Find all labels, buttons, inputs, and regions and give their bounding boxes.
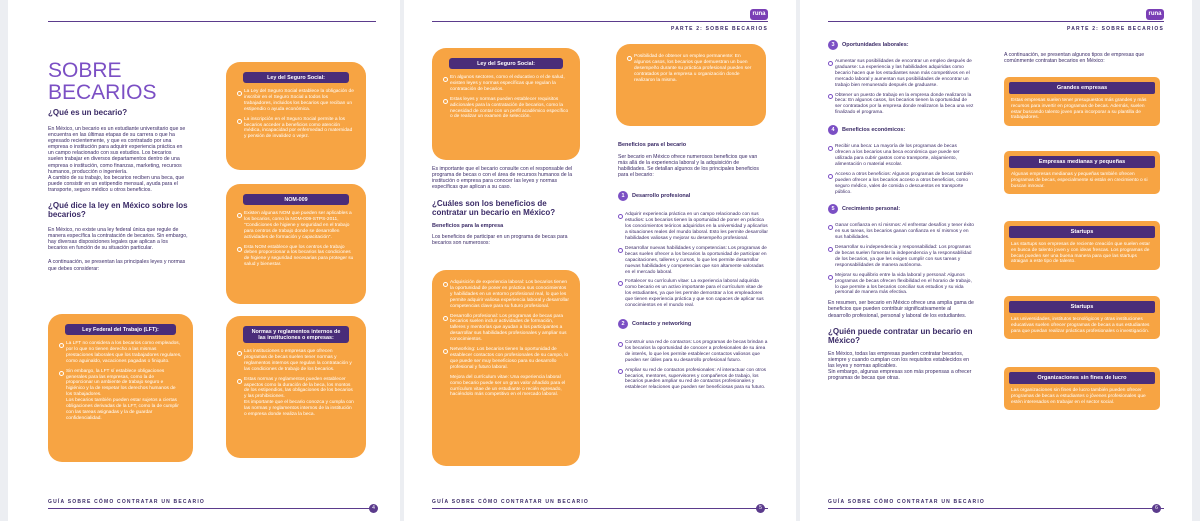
- company-text: Algunas empresas medianas y pequeñas también ofrecen programas de becas, especialmente si están en crecimiento o si buscan innovar.: [1011, 172, 1148, 189]
- number-badge: 4: [828, 125, 838, 135]
- note: Es importante que el becario consulte con el responsable del programa de becas o con el área de recursos humanos de la institución o empresa para conocer las leyes y normas específicas que aplican a su caso.: [432, 166, 573, 191]
- list-item: Las instituciones o empresas que ofrecen programas de becas suelen tener normas y reglamentos internos que regulan la contratación y las condiciones de trabajo de los becarios.: [237, 349, 355, 373]
- section-label: PARTE 2: SOBRE BECARIOS: [671, 26, 768, 32]
- left-column: [48, 108, 188, 272]
- number-badge: 5: [828, 204, 838, 214]
- list-item: Esta NOM establece que los centros de trabajo deben proporcionar a los becarios las condiciones de higiene y seguridad necesarias para proteger su salud y bienestar.: [237, 245, 355, 269]
- left-column: [432, 166, 582, 247]
- section-5-title: Crecimiento personal:: [842, 206, 901, 213]
- section-5-header: [828, 200, 974, 218]
- card-lft: [48, 314, 193, 462]
- list-item: Recibir una beca: La mayoría de los programas de becas ofrecen a los becarios una beca económica que puede ser utilizada para cubrir gastos como transporte, alojamiento, alimentación o material escolar.: [828, 144, 974, 168]
- list-item: La inscripción en el Seguro Social permite a los becarios acceder a beneficios como atención médica, incapacidad por enfermedad o maternidad y pensión de invalidez o vejez.: [237, 117, 355, 141]
- section-1-title: Desarrollo profesional: [632, 193, 691, 200]
- company-title: Startups: [1009, 301, 1155, 313]
- number-badge: 2: [618, 319, 628, 329]
- list-item: Construir una red de contactos: Los programas de becas brindan a los becarios la oportunidad de conocer a profesionales de su área de interés, lo que les permite establecer contactos valiosos que pueden ser útiles para su desarrollo profesional futuro.: [618, 340, 768, 364]
- footer-rule: [432, 508, 768, 509]
- footer-text: GUÍA SOBRE CÓMO CONTRATAR UN BECARIO: [828, 499, 985, 505]
- card-seguro-social-2: [432, 48, 580, 160]
- card-lft-title: Ley Federal del Trabajo (LFT):: [65, 324, 176, 335]
- company-card: [1004, 77, 1160, 126]
- list-item: Ganar confianza en sí mismos: Al enfrentar desafíos y tener éxito en sus tareas, los becarios ganan confianza en sí mismos y en sus habilidades.: [828, 223, 974, 241]
- list-item: En algunos sectores, como el educativo o el de salud, existen leyes y normas específicas que regulan la contratación de becarios.: [443, 75, 569, 93]
- company-card: [1004, 151, 1160, 194]
- list-item: Adquisición de experiencia laboral: Los becarios tienen la oportunidad de poner en práctica sus conocimientos y habilidades en un entorno profesional real, lo que les permite adquirir valiosa experiencia laboral y desarrollar competencias clave para su futuro profesional.: [443, 280, 569, 310]
- section-4-header: [828, 121, 974, 139]
- card-beneficios-empresa: [432, 270, 580, 466]
- company-card: [1004, 296, 1160, 339]
- list-item: Desarrollar su independencia y responsabilidad: Los programas de becas suelen fomentar la independencia y la responsabilidad de los becarios, ya que les exigen cumplir con sus tareas y responsabilidades de manera autónoma.: [828, 245, 974, 269]
- card-normas-title: Normas y reglamentos internos de las instituciones o empresas:: [243, 326, 349, 343]
- page-number: 4: [369, 504, 378, 513]
- list-item: La LFT no considera a los becarios como empleados, por lo que no tienen derecho a las mismas prestaciones laborales que los trabajadores regulares, como aguinaldo, vacaciones pagadas o finiquito.: [59, 341, 182, 365]
- company-card: [1004, 367, 1160, 410]
- list-item: Desarrollar nuevas habilidades y competencias: Los programas de becas suelen ofrecer a los becarios la oportunidad de participar en capacitaciones, talleres y cursos, lo que les permite desarrollar nuevas habilidades y competencias que son altamente valoradas en el mercado laboral.: [618, 246, 768, 276]
- number-badge: 1: [618, 191, 628, 201]
- empleo-list: [627, 54, 755, 84]
- page-number: 6: [1152, 504, 1161, 513]
- footer-rule: [48, 508, 376, 509]
- list-item: Estas leyes y normas pueden establecer requisitos adicionales para la contratación de becarios, como la necesidad de contar con un perfil académico específico o de realizar un examen de selección.: [443, 97, 569, 121]
- page-4: [8, 0, 400, 521]
- list-item: Estas normas y reglamentos pueden establecer aspectos como la duración de la beca, los montos de los estipendios, las obligaciones de los becarios y las prohibiciones. Es importante que el becario conozca y cumpla con las normas y reglamentos internos de la institución o empresa donde realiza la beca.: [237, 377, 355, 418]
- card-nom-list: [237, 211, 355, 268]
- list-item: Mejorar su equilibrio entre la vida laboral y personal: Algunos programas de becas ofrecen flexibilidad en el horario de trabajo, lo que permite a los becarios conciliar sus estudios y su vida personal de manera más efectiva.: [828, 273, 974, 297]
- page-5: [404, 0, 796, 521]
- list-item: Obtener un puesto de trabajo en la empresa donde realizaron la beca: En algunos casos, los becarios tienen la oportunidad de ser contratados por la empresa donde realizaron la beca una vez finalizado el programa.: [828, 93, 974, 117]
- footer: [48, 499, 376, 509]
- card-seguro-social-list: [237, 89, 355, 140]
- section-1-list: [618, 212, 768, 309]
- page-title: [48, 60, 157, 104]
- list-item: Adquirir experiencia práctica en un campo relacionado con sus estudios: Los becarios tienen la oportunidad de poner en práctica los conocimientos teóricos adquiridos en la universidad y aplicarlos a situaciones reales del mundo laboral. Esto les permite desarrollar habilidades valiosas y mejorar su desempeño profesional.: [618, 212, 768, 242]
- top-rule: [828, 21, 1164, 22]
- card-seguro-social-title: Ley del Seguro Social:: [243, 72, 349, 83]
- top-rule: [432, 21, 768, 22]
- list-item: Sin embargo, la LFT sí establece obligaciones generales para las empresas, como la de proporcionar un ambiente de trabajo seguro e higiénico y la de respetar los derechos humanos de los trabajadores. Los becarios también pueden estar sujetos a ciertas obligaciones derivadas de la LFT, como la de cumplir con las tareas asignadas y la de guardar confidencialidad.: [59, 369, 182, 422]
- card-normas-list: [237, 349, 355, 418]
- section-label: PARTE 2: SOBRE BECARIOS: [1067, 26, 1164, 32]
- runa-logo: runa: [1146, 9, 1164, 20]
- number-badge: 3: [828, 40, 838, 50]
- ley-body-1: En México, no existe una ley federal única que regule de manera específica la contratación de becarios. Sin embargo, hay diversas disposiciones legales que aplican a los becarios en función de su situación particular.: [48, 227, 188, 252]
- subheading-empresa: Beneficios para la empresa: [432, 223, 504, 230]
- list-item: Networking: Los becarios tienen la oportunidad de establecer contactos con profesionales de su campo, lo que puede ser muy beneficioso para su desarrollo profesional y futuro laboral.: [443, 347, 569, 371]
- section-4-title: Beneficios económicos:: [842, 126, 906, 133]
- footer: [828, 499, 1164, 509]
- heading-que-dice-ley: ¿Qué dice la ley en México sobre los becarios?: [48, 201, 188, 220]
- card-nom-009: [226, 184, 366, 304]
- list-item: Acceso a otros beneficios: Algunos programas de becas también pueden ofrecer a los becarios acceso a otros beneficios, como seguro médico, vales de comida o descuentos en transporte público.: [828, 172, 974, 196]
- page-6: [800, 0, 1192, 521]
- beneficios-list: [443, 280, 569, 371]
- list-item: Fortalecer su currículum vitae: La experiencia laboral adquirida como becario es un activo importante para el currículum vitae de los estudiantes, ya que les permite demostrar a los empleadores que tienen experiencia práctica y que son capaces de aplicar sus conocimientos en el mundo real.: [618, 279, 768, 309]
- section-3-header: [828, 36, 974, 54]
- company-title: Startups: [1009, 226, 1155, 238]
- footer-text: GUÍA SOBRE CÓMO CONTRATAR UN BECARIO: [48, 499, 205, 505]
- title-line-1: SOBRE: [48, 59, 122, 82]
- company-text: Las organizaciones sin fines de lucro también pueden ofrecer programas de becas a estudiantes o jóvenes profesionales que estén interesados en trabajar en el sector social.: [1011, 388, 1146, 405]
- card-nom-title: NOM-009: [243, 194, 349, 205]
- footer: [432, 499, 768, 509]
- list-item: La Ley del Seguro Social establece la obligación de inscribir en el Seguro Social a todos los trabajadores, incluidos los becarios que reciban un estipendio o ayuda económica.: [237, 89, 355, 113]
- section-2-list: [618, 340, 768, 391]
- company-title: Empresas medianas y pequeñas: [1009, 156, 1155, 168]
- beneficio-extra: Mejora del currículum vitae: Una experiencia laboral como becario puede ser un gran valor añadido para el currículum vitae de un estudiante o recién egresado, haciéndolo más competitivo en el mercado laboral.: [450, 374, 566, 398]
- card-empleo-permanente: [616, 44, 766, 126]
- company-text: Estas empresas suelen tener presupuestos más grandes y más recursos para invertir en programas de becas. Además, suelen estar buscando talento joven para incorporar a su plantilla de trabajadores.: [1011, 98, 1147, 121]
- list-item: Existen algunas NOM que pueden ser aplicables a los becarios, como la NOM-009-STPS-2011, "Condiciones de higiene y seguridad en el trabajo para centros de trabajo donde se desarrollen actividades de formación y capacitación".: [237, 211, 355, 241]
- list-item: Posibilidad de obtener un empleo permanente: En algunos casos, los becarios que demuestran un buen desempeño durante su práctica profesional pueden ser contratados por la empresa u organización donde realizaron la misma.: [627, 54, 755, 84]
- card-lft-list: [59, 341, 182, 422]
- company-text: Las universidades, institutos tecnológicos y otras instituciones educativas suelen ofrecer programas de becas a sus estudiantes para que puedan realizar prácticas profesionales o investigación.: [1011, 317, 1150, 334]
- becario-intro: Ser becario en México ofrece numerosos beneficios que van más allá de la experiencia laboral y la adquisición de habilidades. Se detallan algunos de los principales beneficios para el becario:: [618, 154, 760, 179]
- list-item: Desarrollo profesional: Los programas de becas para becarios suelen incluir actividades de formación, talleres y mentorías que ayudan a los participantes a desarrollar sus habilidades profesionales y ampliar sus conocimientos.: [443, 314, 569, 344]
- footer-text: GUÍA SOBRE CÓMO CONTRATAR UN BECARIO: [432, 499, 589, 505]
- list-item: Ampliar su red de contactos profesionales: Al interactuar con otros becarios, mentores, supervisores y compañeros de trabajo, los becarios pueden ampliar su red de contactos profesionales y establecer relaciones que pueden ser beneficiosas para su futuro.: [618, 368, 768, 392]
- left-column: [828, 36, 974, 381]
- empresa-intro: Los beneficios de participar en un programa de becas para becarios son numerosos:: [432, 234, 568, 247]
- card-seguro-social-2-title: Ley del Seguro Social:: [449, 58, 562, 69]
- section-5-list: [828, 223, 974, 296]
- company-card: [1004, 221, 1160, 270]
- companies-intro: A continuación, se presentan algunos tipos de empresas que comúnmente contratan becarios en México:: [1004, 52, 1145, 65]
- card-normas-internas: [226, 316, 366, 458]
- section-3-title: Oportunidades laborales:: [842, 41, 909, 48]
- page-number: 5: [756, 504, 765, 513]
- ley-body-2: A continuación, se presentan las principales leyes y normas que debes considerar:: [48, 259, 186, 272]
- subheading-becario: Beneficios para el becario: [618, 142, 687, 148]
- runa-logo: runa: [750, 9, 768, 20]
- card-seguro-social-2-list: [443, 75, 569, 120]
- footer-rule: [828, 508, 1164, 509]
- section-2-header: [618, 315, 768, 333]
- heading-beneficios: ¿Cuáles son los beneficios de contratar un becario en México?: [432, 199, 556, 218]
- que-es-body: En México, un becario es un estudiante universitario que se encuentra en las últimas etapas de su carrera o que ha egresado recientemente, y que es contratado por una empresa o institución para adquirir experiencia práctica en un campo relacionado con sus estudios. Los becarios suelen trabajar en diversos departamentos dentro de una empresa o institución, como finanzas, marketing, recursos humanos, producción o ingeniería. A cambio de su trabajo, los becarios reciben una beca, que puede consistir en un estipendio mensual, ayuda para el transporte, seguro médico u otros beneficios.: [48, 126, 186, 193]
- company-title: Grandes empresas: [1009, 82, 1155, 94]
- section-2-title: Contacto y networking: [632, 320, 692, 327]
- company-text: Las startups son empresas de reciente creación que suelen estar en busca de talento joven y con ideas frescas. Los programas de becas pueden ser una buena manera para que las startups atraigan a este tipo de talento.: [1011, 242, 1150, 265]
- right-column: [618, 142, 768, 395]
- heading-que-es: ¿Qué es un becario?: [48, 108, 128, 117]
- section-1-header: [618, 187, 768, 205]
- title-line-2: BECARIOS: [48, 81, 157, 104]
- summary: En resumen, ser becario en México ofrece una amplia gama de beneficios que pueden contribuir significativamente al desarrollo profesional, personal y laboral de los estudiantes.: [828, 300, 974, 319]
- card-seguro-social: [226, 62, 366, 170]
- section-4-list: [828, 144, 974, 195]
- company-title: Organizaciones sin fines de lucro: [1009, 372, 1155, 384]
- list-item: Aumentar sus posibilidades de encontrar un empleo después de graduarse: La experiencia y las habilidades adquiridas como becario hacen que los estudiantes sean más competitivos en el mercado laboral y aumentan sus posibilidades de encontrar un trabajo bien remunerado después de graduarse.: [828, 59, 974, 89]
- heading-quien-puede: ¿Quién puede contratar un becario en México?: [828, 326, 973, 345]
- quien-puede-body: En México, todas las empresas pueden contratar becarios, siempre y cuando cumplan con los requisitos establecidos en las leyes y normas aplicables. Sin embargo, algunas empresas son más propensas a ofrecer programas de becas que otras.: [828, 350, 972, 382]
- top-rule: [48, 21, 376, 22]
- section-3-list: [828, 59, 974, 116]
